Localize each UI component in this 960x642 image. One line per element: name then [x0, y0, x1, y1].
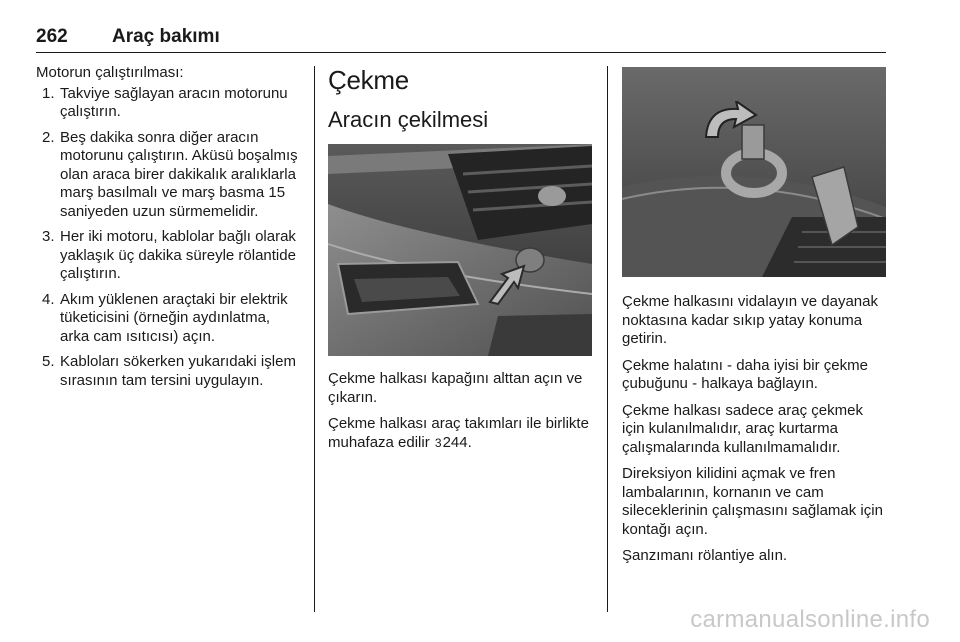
arrow-icon	[484, 238, 554, 308]
step-number: 1.	[42, 84, 55, 102]
middle-column	[328, 64, 593, 460]
step-text: Kabloları sökerken yukarıdaki işlem sırasının tam tersini uygulayın.	[60, 353, 296, 389]
section-title: Çekme	[328, 65, 409, 95]
list-item	[36, 228, 301, 284]
step-text: Akım yüklenen araçtaki bir elektrik tüketicisini (örneğin aydınlatma, arka cam ısıtıcısı) açın.	[60, 290, 288, 345]
page-title: Araç bakımı	[112, 26, 220, 47]
paragraph: Çekme halkası sadece araç çekmek için kulanılmalıdır, araç kurtarma çalışmalarında kullanılmamalıdır.	[622, 401, 863, 456]
page-reference[interactable]: 244.	[442, 433, 472, 451]
front-bumper-illustration	[328, 144, 592, 356]
paragraph: Çekme halkası kapağını alttan açın ve çıkarın.	[328, 370, 583, 406]
step-text: Beş dakika sonra diğer aracın motorunu çalıştırın. Aküsü boşalmış olan araca birer dakikalık aralıklarla marş basılmalı ve marş basma 15 saniyeden uzun sürmemelidir.	[60, 128, 298, 220]
steps-list	[36, 85, 301, 391]
rotation-arrow-icon	[694, 101, 764, 151]
list-item	[36, 85, 301, 122]
right-column	[622, 64, 888, 574]
column-divider	[607, 66, 608, 612]
paragraph	[328, 415, 593, 452]
left-column	[36, 64, 301, 397]
paragraph: Çekme halatını - daha iyisi bir çekme çubuğunu - halkaya bağlayın.	[622, 356, 868, 392]
step-number: 4.	[42, 290, 55, 308]
step-number: 2.	[42, 128, 55, 146]
column-divider	[314, 66, 315, 612]
list-item	[36, 129, 301, 222]
page-reference-icon: 3	[434, 435, 442, 450]
list-item	[36, 291, 301, 347]
paragraph: Çekme halkasını vidalayın ve dayanak noktasına kadar sıkıp yatay konuma getirin.	[622, 293, 878, 347]
step-number: 5.	[42, 353, 55, 370]
step-text: Takviye sağlayan aracın motorunu çalıştırın.	[60, 84, 288, 120]
intro-text: Motorun çalıştırılması:	[36, 64, 184, 81]
list-item	[36, 353, 301, 390]
tow-eye-illustration	[622, 67, 886, 277]
paragraph-text: Çekme halkası araç takımları ile birlikte muhafaza edilir	[328, 415, 589, 451]
subsection-title: Aracın çekilmesi	[328, 107, 489, 132]
paragraph: Şanzımanı rölantiye alın.	[622, 547, 788, 564]
paragraph: Direksiyon kilidini açmak ve fren lambalarının, kornanın ve cam sileceklerinin çalışmasını sağlamak için kontağı açın.	[622, 465, 883, 538]
page-number: 262	[36, 26, 68, 47]
step-text: Her iki motoru, kablolar bağlı olarak yaklaşık üç dakika süreyle rölantide çalıştırın.	[60, 228, 296, 282]
step-number: 3.	[42, 228, 55, 245]
page-header	[36, 20, 886, 53]
watermark: carmanualsonline.info	[690, 606, 930, 633]
